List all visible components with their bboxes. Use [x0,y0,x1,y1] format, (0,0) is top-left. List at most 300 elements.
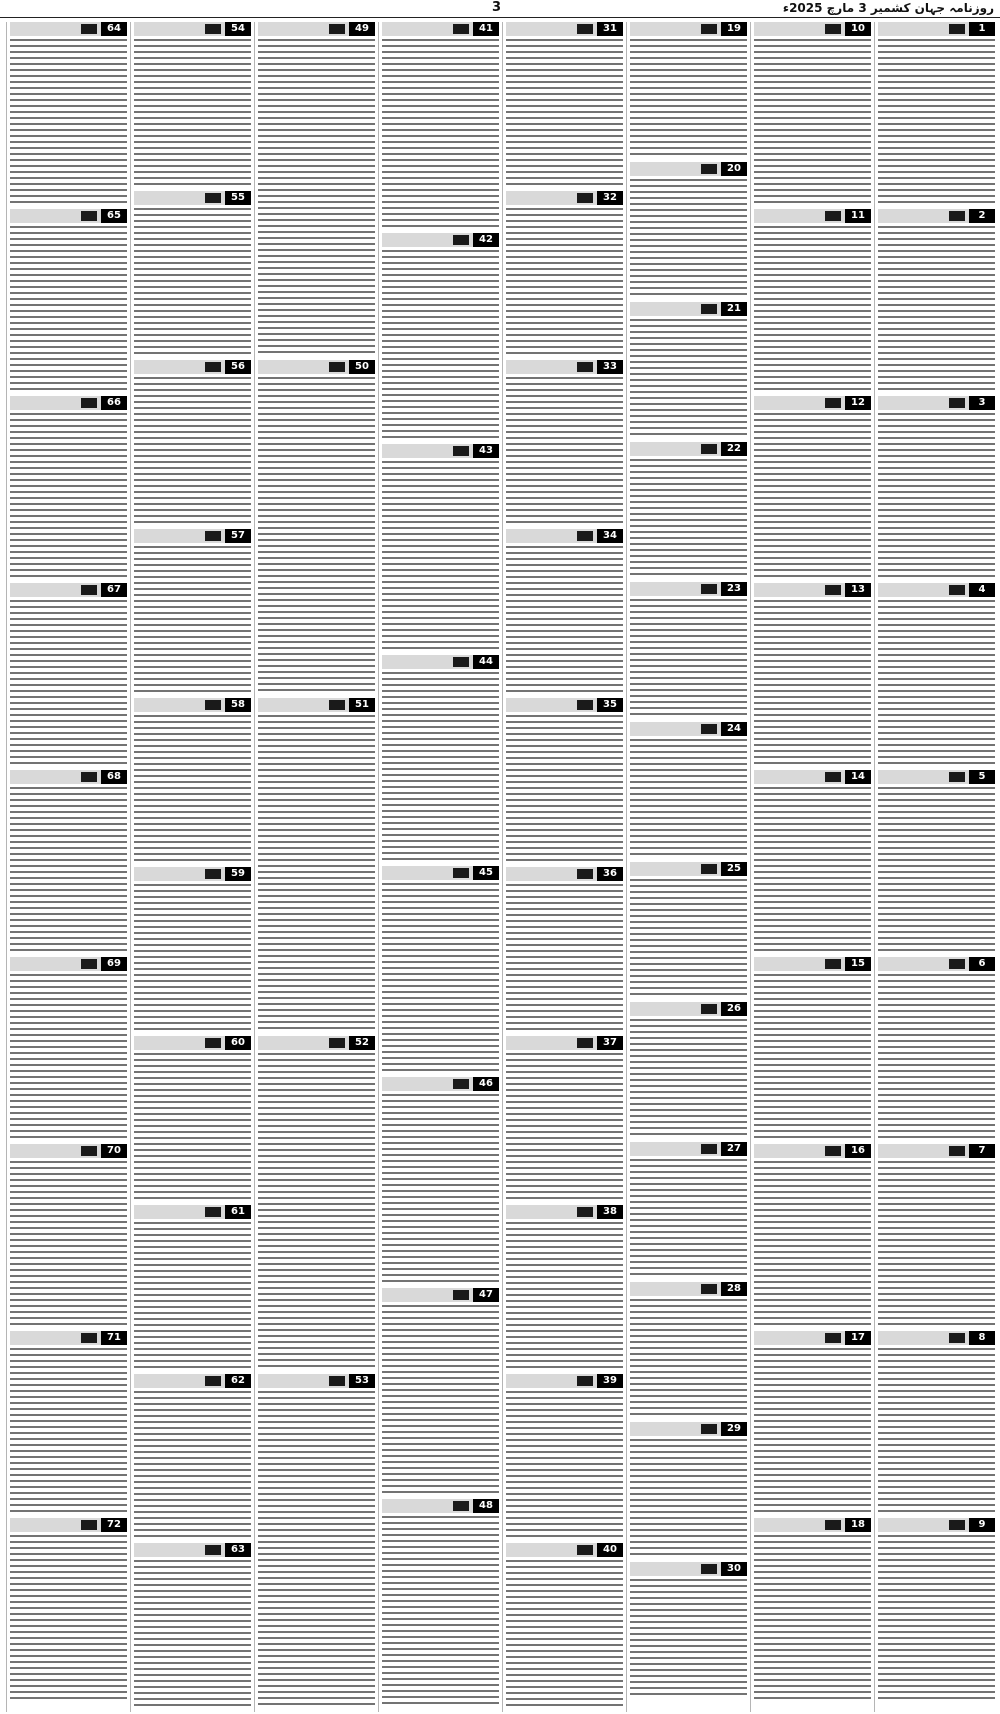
item-header [134,360,251,374]
item-header [258,360,375,374]
news-item [627,1562,750,1702]
item-header [10,22,127,36]
item-body-text [878,39,995,206]
item-number: 64 [101,22,127,36]
item-number: 52 [349,1036,375,1050]
item-tag-icon [701,584,717,594]
item-header [10,1518,127,1532]
item-header [258,698,375,712]
item-number: 17 [845,1331,871,1345]
item-number: 50 [349,360,375,374]
item-body-text [754,1348,871,1515]
item-body-text [630,599,747,719]
news-item [627,862,750,1002]
item-tag-icon [453,1290,469,1300]
item-header [878,209,995,223]
item-body-text [134,546,251,695]
news-item [379,866,502,1077]
news-item [627,162,750,302]
item-header [630,1282,747,1296]
item-tag-icon [577,1545,593,1555]
item-body-text [754,600,871,767]
item-header [134,1543,251,1557]
item-body-text [382,250,499,441]
item-body-text [630,1579,747,1699]
item-number: 44 [473,655,499,669]
item-body-text [754,974,871,1141]
news-item [131,1036,254,1205]
news-item [131,1543,254,1712]
item-tag-icon [205,1376,221,1386]
item-tag-icon [205,362,221,372]
item-header [382,22,499,36]
item-number: 37 [597,1036,623,1050]
item-tag-icon [81,585,97,595]
item-number: 7 [969,1144,995,1158]
item-header [630,862,747,876]
news-item [751,1144,874,1331]
item-number: 40 [597,1543,623,1557]
item-tag-icon [205,1207,221,1217]
item-header [878,957,995,971]
item-body-text [630,459,747,579]
item-tag-icon [453,235,469,245]
item-body-text [134,1222,251,1371]
item-number: 3 [969,396,995,410]
news-item [875,1331,998,1518]
item-number: 12 [845,396,871,410]
item-number: 16 [845,1144,871,1158]
item-body-text [506,1560,623,1709]
item-number: 23 [721,582,747,596]
news-item [627,1422,750,1562]
news-item [131,1205,254,1374]
item-header [878,22,995,36]
item-number: 59 [225,867,251,881]
news-item [7,957,130,1144]
item-body-text [10,787,127,954]
item-header [630,1562,747,1576]
item-tag-icon [949,1520,965,1530]
news-item [7,1331,130,1518]
item-body-text [10,1535,127,1702]
item-tag-icon [825,585,841,595]
news-item [503,360,626,529]
item-tag-icon [81,398,97,408]
item-body-text [10,1348,127,1515]
item-header [10,396,127,410]
item-tag-icon [81,772,97,782]
item-body-text [382,461,499,652]
item-tag-icon [949,959,965,969]
item-body-text [382,39,499,230]
news-item [875,209,998,396]
item-header [878,396,995,410]
news-item [255,360,378,698]
item-tag-icon [949,772,965,782]
item-body-text [630,1439,747,1559]
item-body-text [506,546,623,695]
news-item [627,1282,750,1422]
item-number: 20 [721,162,747,176]
news-item [627,442,750,582]
news-item [627,582,750,722]
item-header [382,233,499,247]
item-header [134,1374,251,1388]
news-item [131,360,254,529]
item-header [382,866,499,880]
item-number: 72 [101,1518,127,1532]
item-tag-icon [825,772,841,782]
news-column [6,22,130,1712]
item-header [134,1205,251,1219]
news-item [503,1374,626,1543]
item-tag-icon [949,1146,965,1156]
item-number: 33 [597,360,623,374]
news-item [131,22,254,191]
news-item [7,1518,130,1705]
news-item [627,1142,750,1282]
item-body-text [134,208,251,357]
item-body-text [134,884,251,1033]
item-header [754,1144,871,1158]
item-body-text [878,787,995,954]
item-tag-icon [825,1146,841,1156]
item-body-text [630,39,747,159]
news-column [502,22,626,1712]
item-tag-icon [329,24,345,34]
item-tag-icon [81,1333,97,1343]
item-header [630,1142,747,1156]
item-body-text [382,1305,499,1496]
item-number: 35 [597,698,623,712]
item-header [878,583,995,597]
item-body-text [258,1053,375,1371]
item-header [630,442,747,456]
item-body-text [878,413,995,580]
item-number: 22 [721,442,747,456]
item-body-text [10,600,127,767]
item-number: 21 [721,302,747,316]
news-item [751,583,874,770]
news-item [255,22,378,360]
news-item [751,957,874,1144]
item-tag-icon [205,193,221,203]
item-number: 69 [101,957,127,971]
item-tag-icon [577,1376,593,1386]
item-tag-icon [81,1520,97,1530]
item-number: 49 [349,22,375,36]
item-number: 57 [225,529,251,543]
item-number: 18 [845,1518,871,1532]
item-number: 62 [225,1374,251,1388]
item-header [754,1331,871,1345]
item-body-text [878,1348,995,1515]
news-item [255,698,378,1036]
news-item [379,22,502,233]
news-item [379,1499,502,1710]
item-number: 27 [721,1142,747,1156]
item-header [506,1374,623,1388]
item-header [630,582,747,596]
item-header [506,529,623,543]
item-header [754,22,871,36]
item-number: 42 [473,233,499,247]
item-number: 58 [225,698,251,712]
item-body-text [630,1299,747,1419]
item-header [630,1002,747,1016]
item-header [878,770,995,784]
masthead-title: روزنامہ جہان کشمیر 3 مارچ 2025ء [782,1,994,15]
item-tag-icon [329,362,345,372]
item-number: 15 [845,957,871,971]
item-number: 24 [721,722,747,736]
item-body-text [10,413,127,580]
item-header [258,1036,375,1050]
item-header [134,22,251,36]
news-item [7,770,130,957]
item-number: 68 [101,770,127,784]
item-body-text [754,39,871,206]
item-body-text [134,715,251,864]
item-header [134,1036,251,1050]
item-header [134,191,251,205]
item-body-text [878,1535,995,1702]
item-tag-icon [577,1207,593,1217]
item-number: 43 [473,444,499,458]
news-item [875,583,998,770]
item-header [630,162,747,176]
item-body-text [382,883,499,1074]
item-body-text [134,377,251,526]
item-header [10,209,127,223]
news-item [7,396,130,583]
news-column [254,22,378,1712]
item-tag-icon [453,1079,469,1089]
news-item [875,770,998,957]
item-number: 30 [721,1562,747,1576]
item-header [382,1288,499,1302]
item-body-text [506,377,623,526]
news-item [131,529,254,698]
item-body-text [754,413,871,580]
item-tag-icon [453,657,469,667]
item-tag-icon [701,1564,717,1574]
item-body-text [630,179,747,299]
item-tag-icon [81,959,97,969]
item-number: 71 [101,1331,127,1345]
item-tag-icon [825,959,841,969]
item-number: 60 [225,1036,251,1050]
item-number: 55 [225,191,251,205]
news-item [7,583,130,770]
item-tag-icon [701,1424,717,1434]
news-item [503,698,626,867]
item-header [878,1518,995,1532]
item-tag-icon [453,24,469,34]
item-header [10,583,127,597]
item-body-text [754,1161,871,1328]
news-item [131,1374,254,1543]
item-number: 26 [721,1002,747,1016]
item-header [506,191,623,205]
item-tag-icon [949,585,965,595]
item-body-text [10,39,127,206]
item-tag-icon [329,1038,345,1048]
news-item [503,191,626,360]
news-item [131,191,254,360]
item-tag-icon [205,1038,221,1048]
item-header [506,360,623,374]
item-number: 34 [597,529,623,543]
item-tag-icon [949,398,965,408]
news-item [875,957,998,1144]
news-item [7,209,130,396]
item-body-text [878,974,995,1141]
item-body-text [506,39,623,188]
item-number: 45 [473,866,499,880]
item-tag-icon [949,24,965,34]
news-item [379,1288,502,1499]
article-columns [2,22,998,1712]
item-number: 29 [721,1422,747,1436]
item-tag-icon [825,1333,841,1343]
item-body-text [506,208,623,357]
item-body-text [382,1094,499,1285]
item-header [506,22,623,36]
item-body-text [506,884,623,1033]
item-tag-icon [453,868,469,878]
item-number: 2 [969,209,995,223]
item-number: 47 [473,1288,499,1302]
item-number: 1 [969,22,995,36]
item-body-text [754,1535,871,1702]
news-item [627,22,750,162]
news-item [627,302,750,442]
item-body-text [630,1159,747,1279]
news-item [875,396,998,583]
item-header [10,957,127,971]
item-header [258,1374,375,1388]
item-body-text [134,1391,251,1540]
item-body-text [382,1516,499,1707]
item-body-text [506,1391,623,1540]
item-header [754,209,871,223]
item-number: 56 [225,360,251,374]
item-body-text [258,39,375,357]
news-item [875,1144,998,1331]
item-tag-icon [577,24,593,34]
item-tag-icon [701,724,717,734]
item-number: 11 [845,209,871,223]
item-body-text [134,1053,251,1202]
item-number: 31 [597,22,623,36]
item-tag-icon [577,193,593,203]
page-number: 3 [492,0,502,15]
item-tag-icon [81,211,97,221]
item-tag-icon [329,1376,345,1386]
item-header [258,22,375,36]
item-tag-icon [701,24,717,34]
item-header [630,22,747,36]
item-tag-icon [701,304,717,314]
item-header [630,302,747,316]
item-body-text [134,1560,251,1709]
news-item [503,867,626,1036]
item-number: 65 [101,209,127,223]
item-number: 51 [349,698,375,712]
item-number: 70 [101,1144,127,1158]
item-number: 10 [845,22,871,36]
item-tag-icon [701,1004,717,1014]
item-number: 8 [969,1331,995,1345]
item-body-text [630,1019,747,1139]
news-item [751,1518,874,1705]
item-number: 39 [597,1374,623,1388]
item-tag-icon [577,362,593,372]
item-number: 61 [225,1205,251,1219]
item-tag-icon [701,864,717,874]
news-column [378,22,502,1712]
news-item [379,1077,502,1288]
item-number: 46 [473,1077,499,1091]
news-item [379,444,502,655]
news-column [874,22,998,1712]
item-tag-icon [453,446,469,456]
item-number: 14 [845,770,871,784]
item-number: 28 [721,1282,747,1296]
item-header [630,1422,747,1436]
item-body-text [878,226,995,393]
item-header [506,1205,623,1219]
item-number: 13 [845,583,871,597]
news-item [379,655,502,866]
item-tag-icon [701,1284,717,1294]
item-header [878,1144,995,1158]
item-body-text [506,1053,623,1202]
item-number: 53 [349,1374,375,1388]
item-tag-icon [701,444,717,454]
item-tag-icon [701,1144,717,1154]
item-number: 36 [597,867,623,881]
news-column [626,22,750,1712]
item-number: 54 [225,22,251,36]
item-number: 6 [969,957,995,971]
item-tag-icon [205,24,221,34]
news-item [131,867,254,1036]
item-header [10,770,127,784]
item-body-text [630,879,747,999]
item-body-text [258,715,375,1033]
news-item [751,1331,874,1518]
item-body-text [10,1161,127,1328]
item-number: 19 [721,22,747,36]
item-tag-icon [577,869,593,879]
news-item [503,1543,626,1712]
item-number: 48 [473,1499,499,1513]
item-header [382,444,499,458]
item-body-text [10,974,127,1141]
item-number: 63 [225,1543,251,1557]
news-item [751,22,874,209]
news-item [255,1374,378,1712]
news-item [131,698,254,867]
item-header [506,1036,623,1050]
item-tag-icon [949,211,965,221]
item-body-text [630,739,747,859]
item-tag-icon [577,1038,593,1048]
item-tag-icon [205,869,221,879]
